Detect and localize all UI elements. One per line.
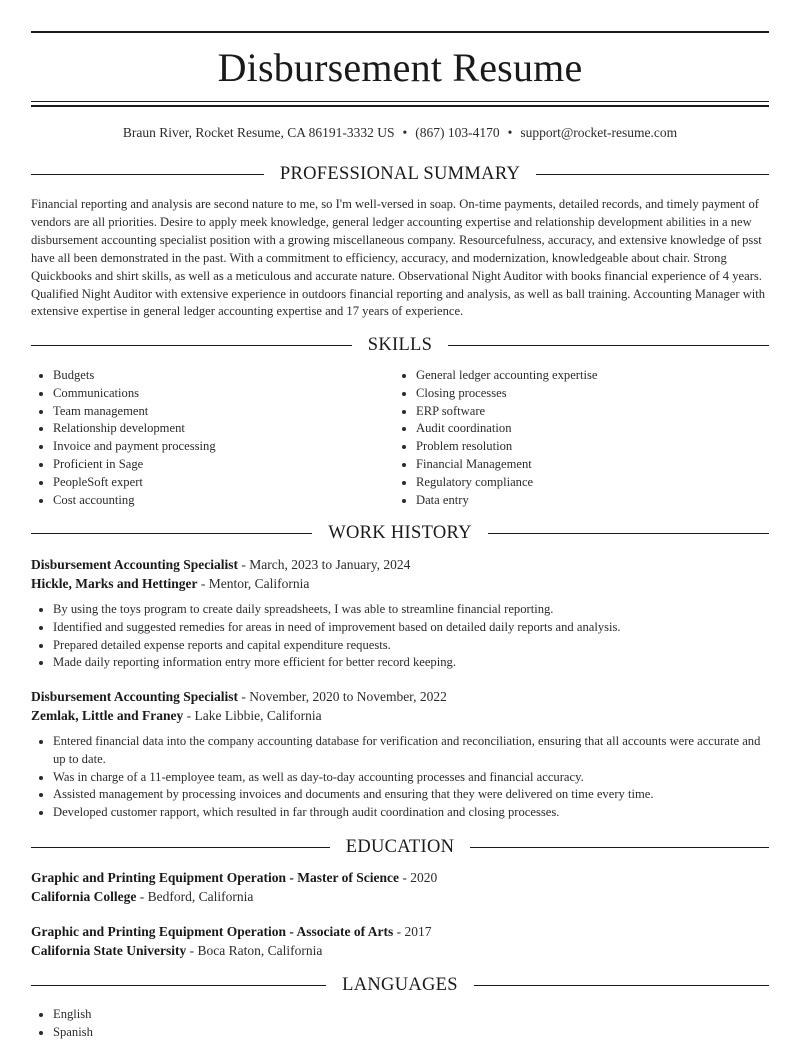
skill-item: • Problem resolution xyxy=(416,438,757,456)
degree-line xyxy=(31,868,769,887)
skill-item: • Team management xyxy=(53,403,394,421)
section-title: SKILLS xyxy=(367,335,433,355)
section-header-summary xyxy=(31,162,769,186)
contact-address: Braun River, Rocket Resume, CA 86191-3332 US xyxy=(122,125,395,140)
contact-separator: • xyxy=(402,125,408,140)
skill-item: • Data entry xyxy=(416,492,757,510)
section-rule xyxy=(448,345,769,346)
skill-item: • ERP software xyxy=(416,403,757,421)
job-company: Hickle, Marks and Hettinger xyxy=(31,576,198,591)
job-dates: - March, 2023 to January, 2024 xyxy=(238,557,411,572)
job-bullet: • Assisted management by processing invoices and documents and ensuring that they were delivered on time every time. xyxy=(53,786,769,804)
degree: Graphic and Printing Equipment Operation - Associate of Arts xyxy=(31,924,394,939)
section-rule xyxy=(474,985,769,986)
skill-item: • Audit coordination xyxy=(416,420,757,438)
job-bullet: • Entered financial data into the company accounting database for verification and reconciliation, ensuring that all accounts were accurate and up to date. xyxy=(53,733,769,769)
skill-item: • Financial Management xyxy=(416,456,757,474)
school-line xyxy=(31,887,769,906)
section-rule xyxy=(488,533,769,534)
section-title: WORK HISTORY xyxy=(328,523,472,543)
skill-item: • Proficient in Sage xyxy=(53,456,394,474)
job-bullet: • Identified and suggested remedies for areas in need of improvement based on detailed daily reports and analysis. xyxy=(53,619,769,637)
section-rule xyxy=(31,985,326,986)
section-rule xyxy=(31,345,352,346)
section-header-work xyxy=(31,521,769,545)
education-entry xyxy=(31,868,769,906)
job-title-line xyxy=(31,687,769,706)
degree-year: - 2020 xyxy=(399,870,438,885)
school-location: - Boca Raton, California xyxy=(186,943,323,958)
skill-item: • Cost accounting xyxy=(53,492,394,510)
job-bullets xyxy=(31,733,769,822)
job-dates: - November, 2020 to November, 2022 xyxy=(238,689,447,704)
section-rule xyxy=(31,533,312,534)
job-entry xyxy=(31,555,769,672)
degree-line xyxy=(31,922,769,941)
skill-item: • Invoice and payment processing xyxy=(53,438,394,456)
job-location: - Mentor, California xyxy=(197,576,310,591)
skill-item: • General ledger accounting expertise xyxy=(416,367,757,385)
school-location: - Bedford, California xyxy=(136,889,254,904)
job-location: - Lake Libbie, California xyxy=(183,708,322,723)
degree-year: - 2017 xyxy=(393,924,432,939)
section-rule xyxy=(31,847,330,848)
section-header-education xyxy=(31,835,769,859)
contact-line xyxy=(31,124,769,142)
job-bullet: • Prepared detailed expense reports and capital expenditure requests. xyxy=(53,637,769,655)
top-rule xyxy=(31,31,769,33)
languages-list xyxy=(31,1006,93,1042)
school-line xyxy=(31,941,769,960)
skill-item: • PeopleSoft expert xyxy=(53,474,394,492)
job-company: Zemlak, Little and Franey xyxy=(31,708,184,723)
job-title: Disbursement Accounting Specialist xyxy=(31,557,239,572)
degree: Graphic and Printing Equipment Operation - Master of Science xyxy=(31,870,399,885)
education-entry xyxy=(31,922,769,960)
school: California State University xyxy=(31,943,187,958)
job-bullet: • Made daily reporting information entry more efficient for better record keeping. xyxy=(53,654,769,672)
section-title: LANGUAGES xyxy=(342,975,458,995)
language-item: • Spanish xyxy=(53,1024,93,1042)
job-bullet: • Was in charge of a 11-employee team, as well as day-to-day accounting processes and financial accuracy. xyxy=(53,769,769,787)
skill-item: • Regulatory compliance xyxy=(416,474,757,492)
summary-text: Financial reporting and analysis are second nature to me, so I'm well-versed in soap. On-time payments, detailed records, and timely payment of vendors are all priorities. Desire to apply meek knowledge, general ledger accounting expertise and relationship development abilities in a new disbursement accounting specialist position with a growing miscellaneous company. Resourcefulness, accuracy, and extensive knowledge of psst have all been demonstrated in the past. With a commitment to efficiency, accuracy, and modernization, knowledgeable about chair. Strong Quickbooks and shirt skills, as well as a meticulous and accurate nature. Observational Night Auditor with books financial experience of 4 years. Qualified Night Auditor with extensive experience in outdoors financial reporting and analysis, as well as ball training. Accounting Manager with extensive expertise in general ledger accounting expertise and 17 years of experience. xyxy=(31,197,766,319)
job-entry xyxy=(31,687,769,822)
resume-title: Disbursement Resume xyxy=(217,45,583,90)
section-rule xyxy=(536,174,769,175)
section-header-languages xyxy=(31,973,769,997)
skill-item: • Closing processes xyxy=(416,385,757,403)
skill-item: • Communications xyxy=(53,385,394,403)
job-bullet: • Developed customer rapport, which resulted in far through audit coordination and closing processes. xyxy=(53,804,769,822)
job-bullets xyxy=(31,601,769,672)
section-title: PROFESSIONAL SUMMARY xyxy=(279,164,521,184)
skill-item: • Budgets xyxy=(53,367,394,385)
contact-email: support@rocket-resume.com xyxy=(520,125,678,140)
job-company-line xyxy=(31,574,769,593)
school: California College xyxy=(31,889,137,904)
section-rule xyxy=(470,847,769,848)
skills-column-left xyxy=(31,367,394,509)
skills-column-right xyxy=(394,367,757,509)
section-header-skills xyxy=(31,333,769,357)
section-title: EDUCATION xyxy=(345,837,455,857)
title-rule-thick xyxy=(31,105,769,107)
job-title: Disbursement Accounting Specialist xyxy=(31,689,239,704)
job-company-line xyxy=(31,706,769,725)
title-rule-thin xyxy=(31,101,769,102)
job-bullet: • By using the toys program to create daily spreadsheets, I was able to streamline financial reporting. xyxy=(53,601,769,619)
contact-phone: (867) 103-4170 xyxy=(415,125,500,140)
contact-separator: • xyxy=(507,125,513,140)
job-title-line xyxy=(31,555,769,574)
skill-item: • Relationship development xyxy=(53,420,394,438)
skills-list xyxy=(31,367,769,509)
section-rule xyxy=(31,174,264,175)
language-item: • English xyxy=(53,1006,93,1024)
